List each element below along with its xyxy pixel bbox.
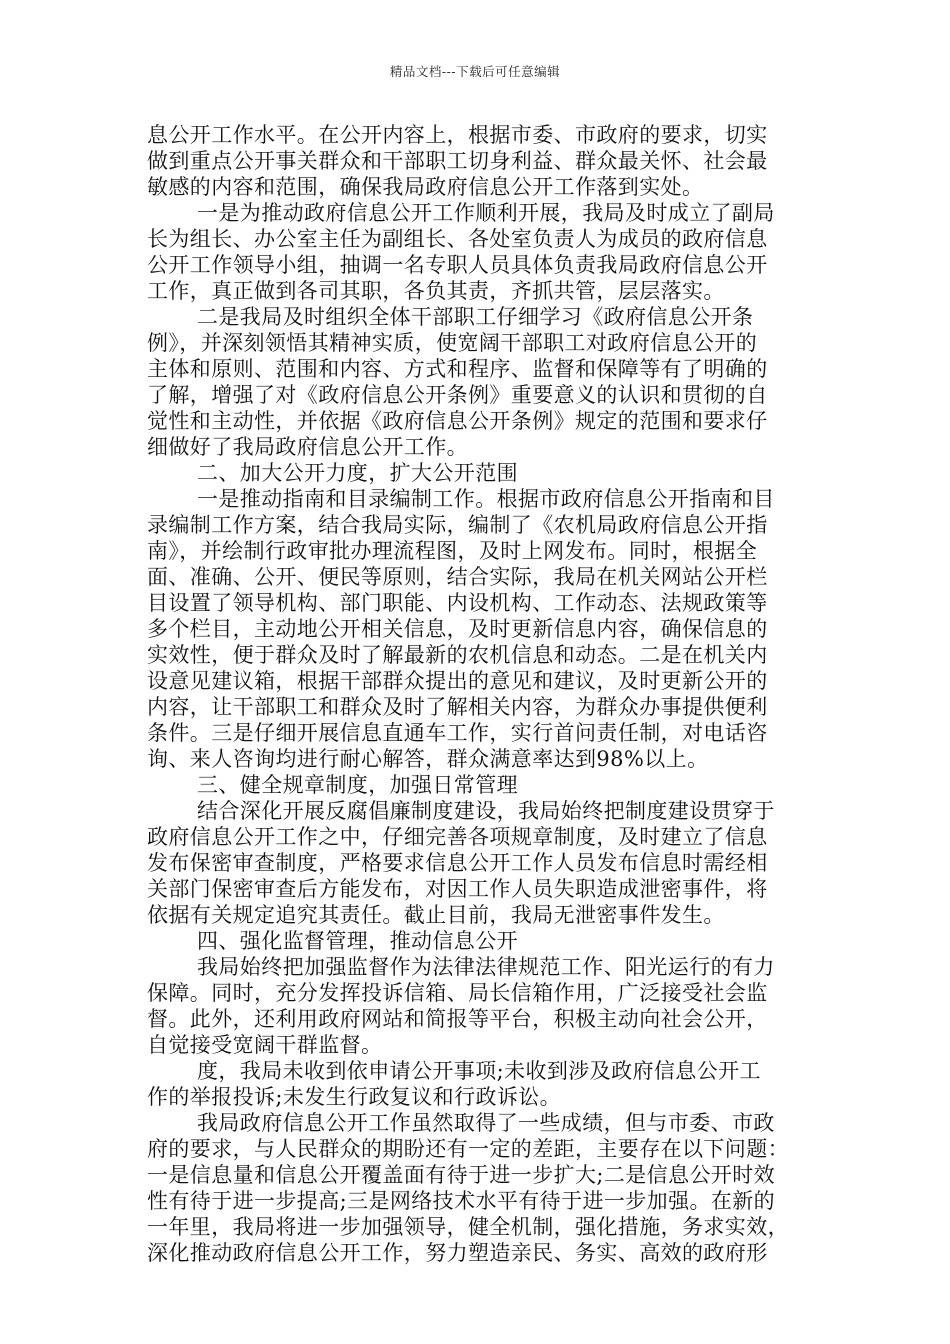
text-line: 了解，增强了对《政府信息公开条例》重要意义的认识和贯彻的自 <box>147 383 768 407</box>
document-body <box>147 122 807 1266</box>
text-line: 南》，并绘制行政审批办理流程图，及时上网发布。同时，根据全 <box>147 539 758 563</box>
text-line: 内容，让干部职工和群众及时了解相关内容，为群众办事提供便利 <box>147 695 768 719</box>
text-line: 关部门保密审查后方能发布，对因工作人员失职造成泄密事件，将 <box>147 877 768 901</box>
text-line: 府的要求，与人民群众的期盼还有一定的差距，主要存在以下问题： <box>147 1137 789 1161</box>
text-line: 作的举报投诉;未发生行政复议和行政诉讼。 <box>147 1085 562 1109</box>
text-line: 做到重点公开事关群众和干部职工切身利益、群众最关怀、社会最 <box>147 149 768 173</box>
text-line: 深化推动政府信息公开工作，努力塑造亲民、务实、高效的政府形 <box>147 1241 768 1265</box>
text-line: 长为组长、办公室主任为副组长、各处室负责人为成员的政府信息 <box>147 227 768 251</box>
text-line: 政府信息公开工作之中，仔细完善各项规章制度，及时建立了信息 <box>147 825 768 849</box>
page-header: 精品文档---下载后可任意编辑 <box>389 64 561 79</box>
text-line: 度，我局未收到依申请公开事项;未收到涉及政府信息公开工 <box>197 1059 761 1083</box>
text-line: 例》，并深刻领悟其精神实质，使宽阔干部职工对政府信息公开的 <box>147 331 758 355</box>
text-line: 面、准确、公开、便民等原则，结合实际，我局在机关网站公开栏 <box>147 565 768 589</box>
text-line: 设意见建议箱，根据干部群众提出的意见和建议，及时更新公开的 <box>147 669 768 693</box>
text-line: 公开工作领导小组，抽调一名专职人员具体负责我局政府信息公开 <box>147 253 768 277</box>
text-line: 一是推动指南和目录编制工作。根据市政府信息公开指南和目 <box>197 487 775 511</box>
text-line: 一是信息量和信息公开覆盖面有待于进一步扩大;二是信息公开时效 <box>147 1163 776 1187</box>
text-line: 一年里，我局将进一步加强领导，健全机制，强化措施，务求实效， <box>147 1215 789 1239</box>
text-line: 性有待于进一步提高;三是网络技术水平有待于进一步加强。在新的 <box>147 1189 776 1213</box>
text-line: 询、来人咨询均进行耐心解答，群众满意率达到98%以上。 <box>147 747 709 771</box>
text-line: 息公开工作水平。在公开内容上，根据市委、市政府的要求，切实 <box>147 123 768 147</box>
text-line: 发布保密审查制度，严格要求信息公开工作人员发布信息时需经相 <box>147 851 768 875</box>
text-line: 细做好了我局政府信息公开工作。 <box>147 435 468 459</box>
text-line: 依据有关规定追究其责任。截止目前，我局无泄密事件发生。 <box>147 903 725 927</box>
text-line: 二是我局及时组织全体干部职工仔细学习《政府信息公开条 <box>197 305 754 329</box>
text-line: 我局始终把加强监督作为法律法律规范工作、阳光运行的有力 <box>197 955 775 979</box>
text-line: 觉性和主动性，并依据《政府信息公开条例》规定的范围和要求仔 <box>147 409 768 433</box>
text-line: 保障。同时，充分发挥投诉信箱、局长信箱作用，广泛接受社会监 <box>147 981 768 1005</box>
text-line: 目设置了领导机构、部门职能、内设机构、工作动态、法规政策等 <box>147 591 768 615</box>
text-line: 二、加大公开力度，扩大公开范围 <box>197 461 518 485</box>
text-line: 督。此外，还利用政府网站和简报等平台，积极主动向社会公开， <box>147 1007 768 1031</box>
text-line: 录编制工作方案，结合我局实际，编制了《农机局政府信息公开指 <box>147 513 768 537</box>
text-line: 实效性，便于群众及时了解最新的农机信息和动态。二是在机关内 <box>147 643 768 667</box>
text-line: 自觉接受宽阔干群监督。 <box>147 1033 383 1057</box>
text-line: 多个栏目，主动地公开相关信息，及时更新信息内容，确保信息的 <box>147 617 768 641</box>
text-line: 一是为推动政府信息公开工作顺利开展，我局及时成立了副局 <box>197 201 775 225</box>
text-line: 四、强化监督管理，推动信息公开 <box>197 929 518 953</box>
text-line: 结合深化开展反腐倡廉制度建设，我局始终把制度建设贯穿于 <box>197 799 775 823</box>
text-line: 工作，真正做到各司其职，各负其责，齐抓共管，层层落实。 <box>147 279 725 303</box>
text-line: 敏感的内容和范围，确保我局政府信息公开工作落到实处。 <box>147 175 704 199</box>
text-line: 主体和原则、范围和内容、方式和程序、监督和保障等有了明确的 <box>147 357 768 381</box>
text-line: 条件。三是仔细开展信息直通车工作，实行首问责任制，对电话咨 <box>147 721 768 745</box>
text-line: 三、健全规章制度，加强日常管理 <box>197 773 518 797</box>
text-line: 我局政府信息公开工作虽然取得了一些成绩，但与市委、市政 <box>197 1111 775 1135</box>
